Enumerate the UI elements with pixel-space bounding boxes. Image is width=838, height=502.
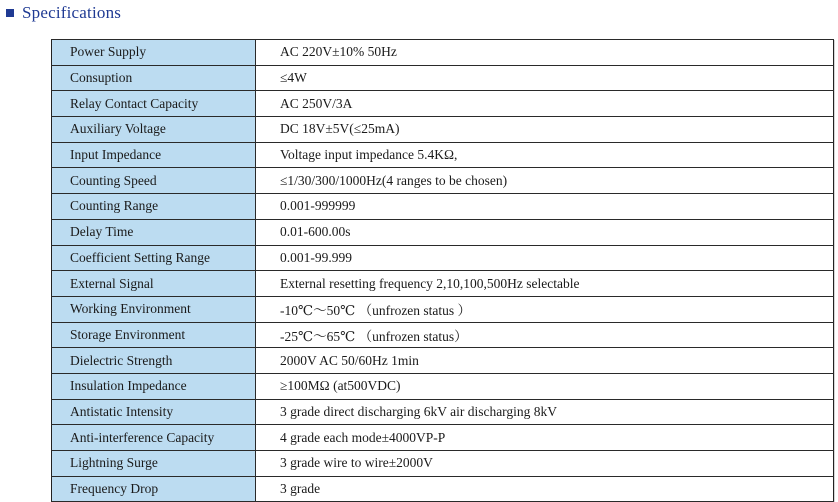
table-row <box>52 451 834 477</box>
param-value: AC 220V±10% 50Hz <box>256 40 834 66</box>
table-row <box>52 117 834 143</box>
table-row <box>52 425 834 451</box>
table-row <box>52 219 834 245</box>
param-label: Relay Contact Capacity <box>52 91 256 117</box>
param-label: Antistatic Intensity <box>52 399 256 425</box>
param-value: ≤1/30/300/1000Hz(4 ranges to be chosen) <box>256 168 834 194</box>
param-label: Storage Environment <box>52 322 256 348</box>
table-row <box>52 194 834 220</box>
param-value: 0.01-600.00s <box>256 219 834 245</box>
table-row <box>52 322 834 348</box>
param-label: Coefficient Setting Range <box>52 245 256 271</box>
param-value: ≤4W <box>256 65 834 91</box>
param-label: Lightning Surge <box>52 451 256 477</box>
param-value: 0.001-999999 <box>256 194 834 220</box>
table-row <box>52 245 834 271</box>
square-bullet-icon <box>6 9 14 17</box>
table-row <box>52 91 834 117</box>
param-label: Power Supply <box>52 40 256 66</box>
param-label: Frequency Drop <box>52 476 256 502</box>
param-label: Input Impedance <box>52 142 256 168</box>
param-value: AC 250V/3A <box>256 91 834 117</box>
param-label: Counting Range <box>52 194 256 220</box>
table-row <box>52 373 834 399</box>
table-row <box>52 348 834 374</box>
param-value: 0.001-99.999 <box>256 245 834 271</box>
section-heading <box>6 2 121 24</box>
param-label: Working Environment <box>52 296 256 322</box>
param-value: 3 grade <box>256 476 834 502</box>
param-value: DC 18V±5V(≤25mA) <box>256 117 834 143</box>
param-label: Counting Speed <box>52 168 256 194</box>
param-value: -25℃～65℃ （unfrozen status） <box>256 322 834 348</box>
param-value: 4 grade each mode±4000VP-P <box>256 425 834 451</box>
table-row <box>52 40 834 66</box>
param-label: Auxiliary Voltage <box>52 117 256 143</box>
section-title: Specifications <box>22 3 122 22</box>
param-value: 2000V AC 50/60Hz 1min <box>256 348 834 374</box>
table-row <box>52 168 834 194</box>
param-value: 3 grade wire to wire±2000V <box>256 451 834 477</box>
param-value: ≥100MΩ (at500VDC) <box>256 373 834 399</box>
param-value: Voltage input impedance 5.4KΩ, <box>256 142 834 168</box>
param-value: 3 grade direct discharging 6kV air discharging 8kV <box>256 399 834 425</box>
param-label: Delay Time <box>52 219 256 245</box>
param-value: -10℃～50℃ （unfrozen status ） <box>256 296 834 322</box>
table-row <box>52 476 834 502</box>
param-label: Consuption <box>52 65 256 91</box>
param-label: Insulation Impedance <box>52 373 256 399</box>
param-label: Anti-interference Capacity <box>52 425 256 451</box>
param-label: External Signal <box>52 271 256 297</box>
table-row <box>52 399 834 425</box>
param-value: External resetting frequency 2,10,100,500Hz selectable <box>256 271 834 297</box>
table-row <box>52 65 834 91</box>
table-row <box>52 271 834 297</box>
param-label: Dielectric Strength <box>52 348 256 374</box>
specifications-table <box>51 39 834 502</box>
table-row <box>52 142 834 168</box>
table-row <box>52 296 834 322</box>
